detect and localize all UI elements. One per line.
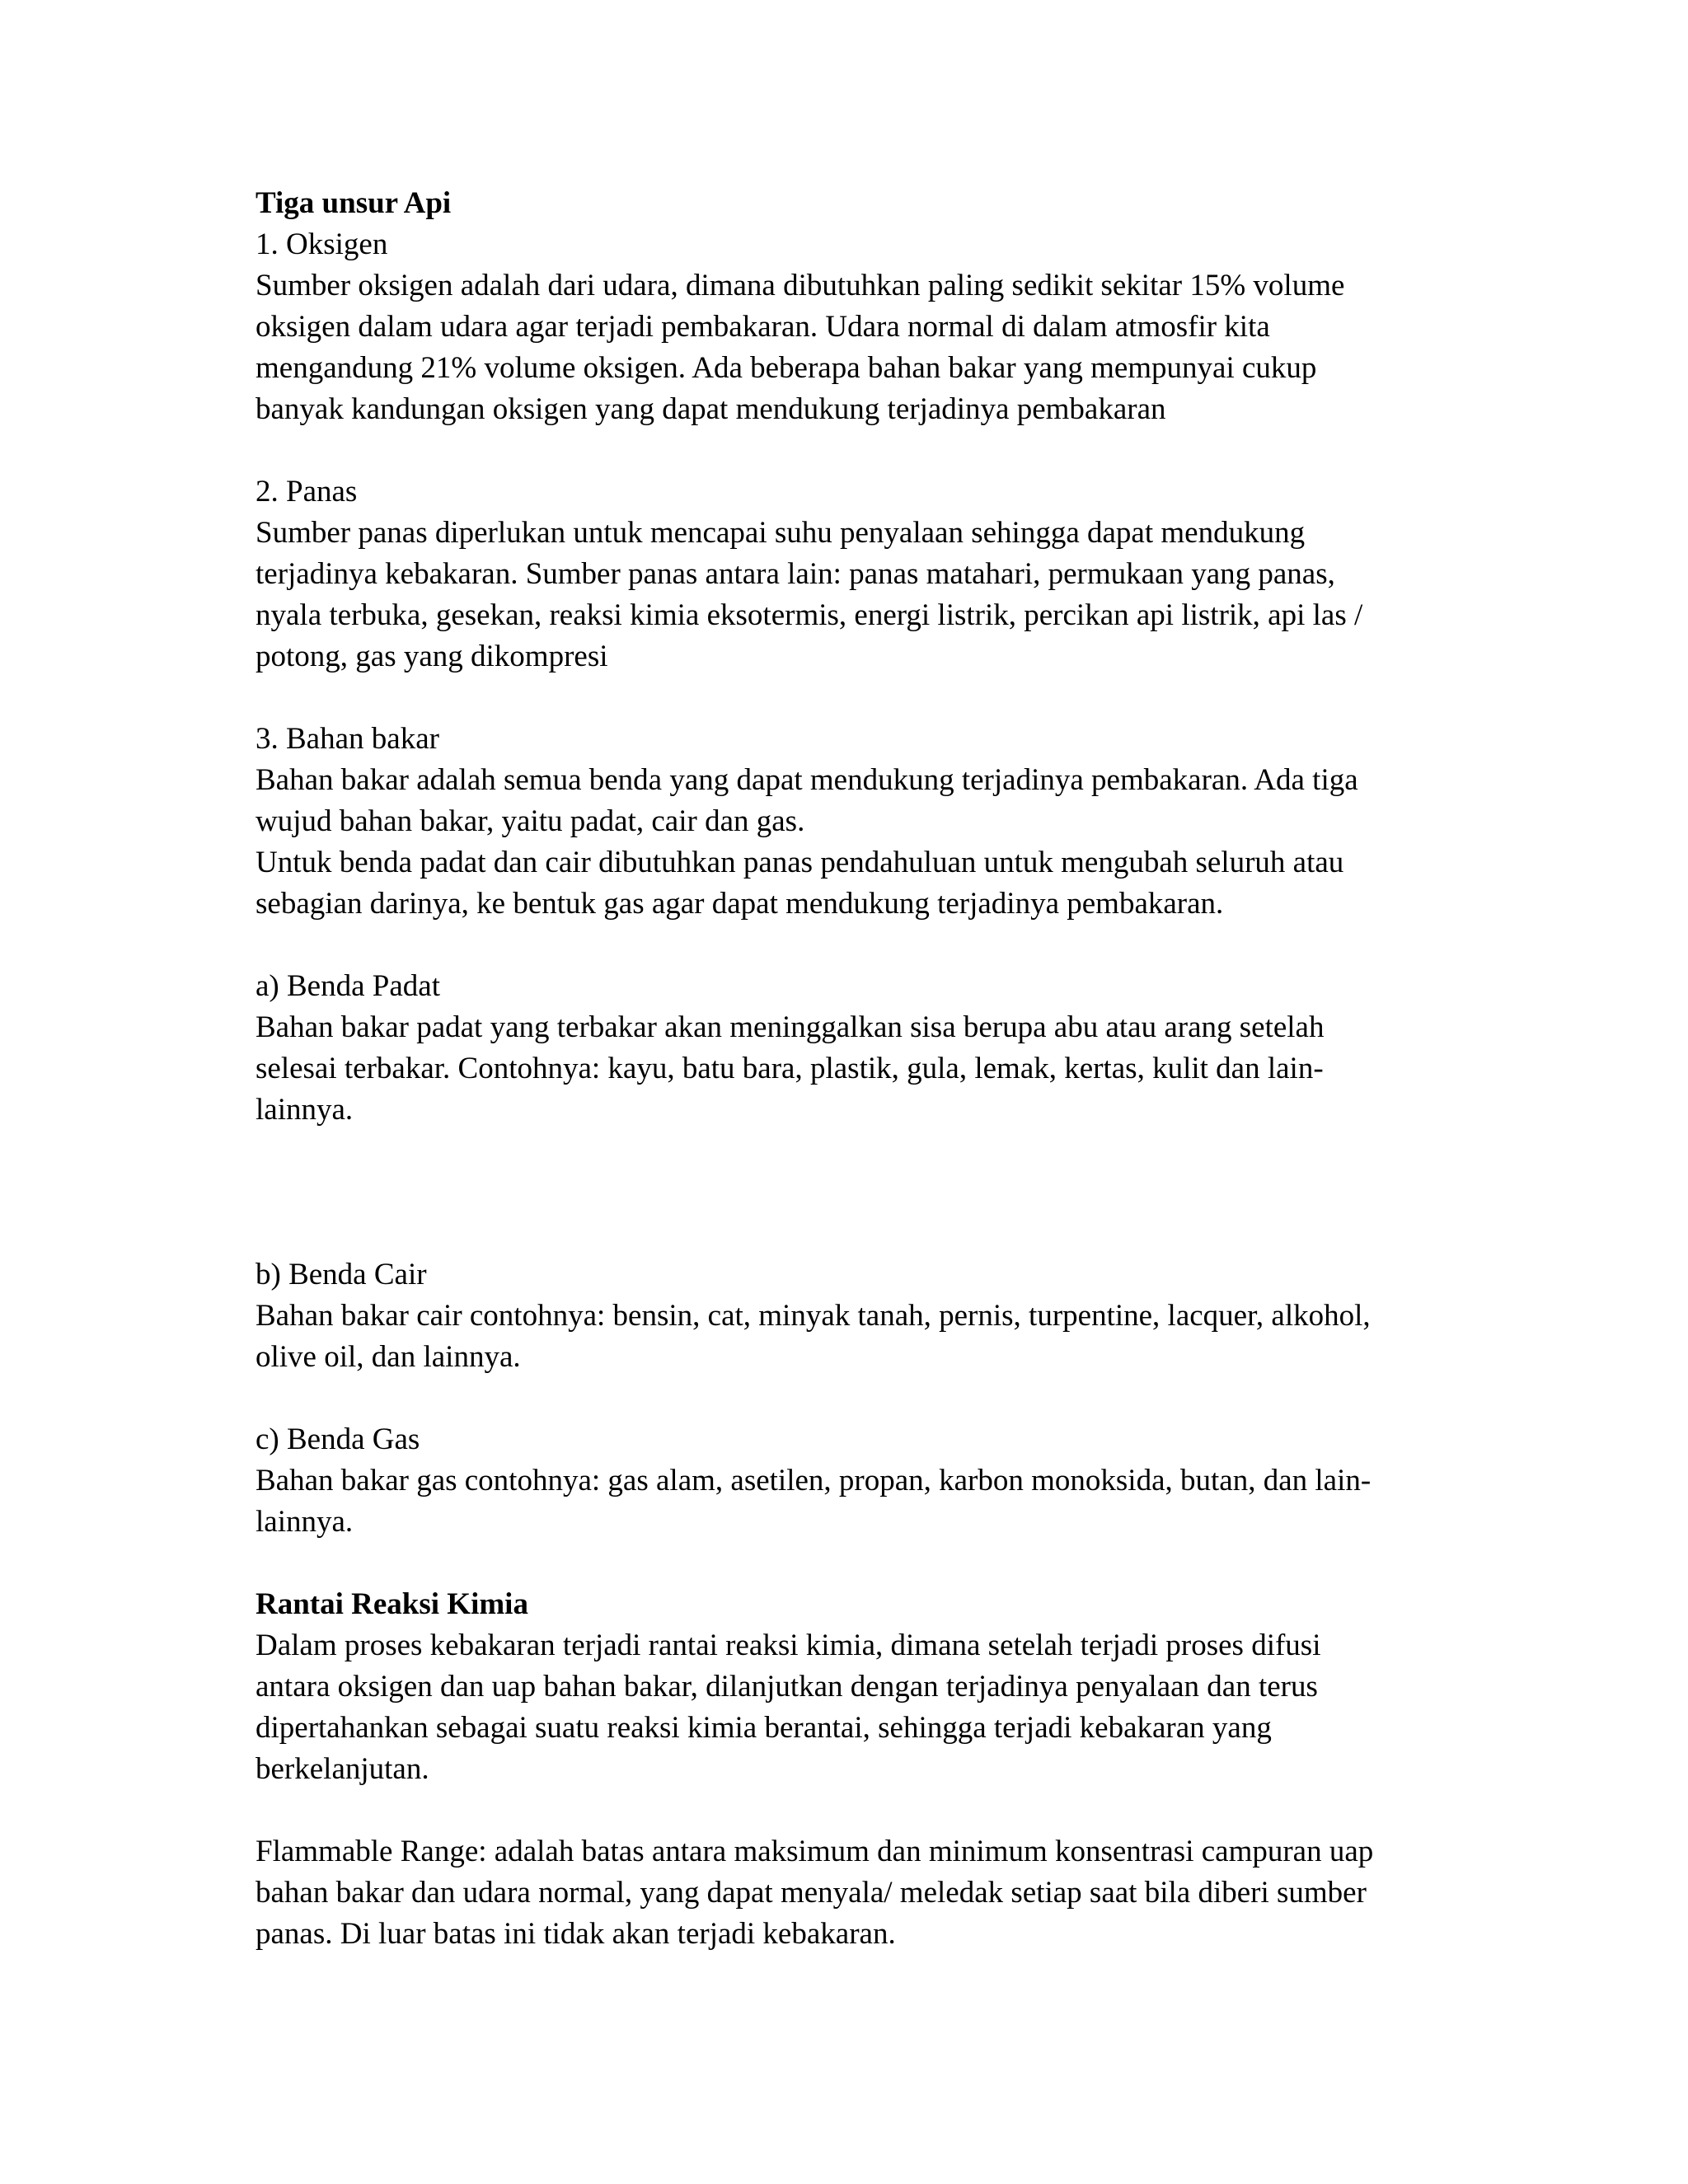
rantai-line: dipertahankan sebagai suatu reaksi kimia berantai, sehingga terjadi kebakaran yang <box>256 1711 1272 1745</box>
section-title-panas: 2. Panas <box>256 475 358 509</box>
bahan-bakar-line: Bahan bakar adalah semua benda yang dapat mendukung terjadinya pembakaran. Ada tiga <box>256 763 1358 797</box>
flammable-line: panas. Di luar batas ini tidak akan terjadi kebakaran. <box>256 1917 896 1951</box>
bahan-bakar-line: Untuk benda padat dan cair dibutuhkan panas pendahuluan untuk mengubah seluruh atau <box>256 846 1344 879</box>
document-body <box>256 183 1426 1955</box>
subsection-title-benda-padat: a) Benda Padat <box>256 969 440 1003</box>
benda-gas-line: lainnya. <box>256 1505 354 1539</box>
benda-gas-line: Bahan bakar gas contohnya: gas alam, asetilen, propan, karbon monoksida, butan, dan lain- <box>256 1464 1372 1497</box>
paragraph-spacer <box>256 1378 1426 1419</box>
oksigen-line: oksigen dalam udara agar terjadi pembakaran. Udara normal di dalam atmosfir kita <box>256 310 1270 344</box>
panas-line: potong, gas yang dikompresi <box>256 640 608 673</box>
heading-tiga-unsur-api: Tiga unsur Api <box>256 186 452 220</box>
paragraph-spacer <box>256 1543 1426 1584</box>
paragraph-spacer <box>256 677 1426 719</box>
panas-line: Sumber panas diperlukan untuk mencapai suhu penyalaan sehingga dapat mendukung <box>256 516 1306 550</box>
section-title-bahan-bakar: 3. Bahan bakar <box>256 722 439 756</box>
benda-cair-line: Bahan bakar cair contohnya: bensin, cat, minyak tanah, pernis, turpentine, lacquer, alkohol, <box>256 1299 1371 1333</box>
heading-rantai-reaksi-kimia: Rantai Reaksi Kimia <box>256 1587 528 1621</box>
rantai-line: berkelanjutan. <box>256 1752 429 1786</box>
benda-cair-line: olive oil, dan lainnya. <box>256 1340 521 1374</box>
paragraph-spacer <box>256 925 1426 966</box>
panas-line: terjadinya kebakaran. Sumber panas antara lain: panas matahari, permukaan yang panas, <box>256 557 1335 591</box>
rantai-line: Dalam proses kebakaran terjadi rantai reaksi kimia, dimana setelah terjadi proses difusi <box>256 1629 1321 1662</box>
paragraph-spacer <box>256 1790 1426 1831</box>
oksigen-line: banyak kandungan oksigen yang dapat mendukung terjadinya pembakaran <box>256 392 1166 426</box>
paragraph-spacer <box>256 1131 1426 1254</box>
benda-padat-line: selesai terbakar. Contohnya: kayu, batu bara, plastik, gula, lemak, kertas, kulit dan lain- <box>256 1052 1324 1085</box>
paragraph-spacer <box>256 430 1426 471</box>
subsection-title-benda-gas: c) Benda Gas <box>256 1422 420 1456</box>
oksigen-line: mengandung 21% volume oksigen. Ada beberapa bahan bakar yang mempunyai cukup <box>256 351 1317 385</box>
rantai-line: antara oksigen dan uap bahan bakar, dilanjutkan dengan terjadinya penyalaan dan terus <box>256 1670 1318 1704</box>
flammable-line: bahan bakar dan udara normal, yang dapat menyala/ meledak setiap saat bila diberi sumber <box>256 1876 1367 1910</box>
section-title-oksigen: 1. Oksigen <box>256 227 388 261</box>
benda-padat-line: Bahan bakar padat yang terbakar akan meninggalkan sisa berupa abu atau arang setelah <box>256 1010 1325 1044</box>
benda-padat-line: lainnya. <box>256 1093 354 1127</box>
flammable-line: Flammable Range: adalah batas antara maksimum dan minimum konsentrasi campuran uap <box>256 1835 1374 1868</box>
bahan-bakar-line: wujud bahan bakar, yaitu padat, cair dan gas. <box>256 804 805 838</box>
bahan-bakar-line: sebagian darinya, ke bentuk gas agar dapat mendukung terjadinya pembakaran. <box>256 887 1224 921</box>
oksigen-line: Sumber oksigen adalah dari udara, dimana dibutuhkan paling sedikit sekitar 15% volume <box>256 269 1345 302</box>
panas-line: nyala terbuka, gesekan, reaksi kimia eksotermis, energi listrik, percikan api listrik, api las / <box>256 598 1363 632</box>
subsection-title-benda-cair: b) Benda Cair <box>256 1258 427 1291</box>
